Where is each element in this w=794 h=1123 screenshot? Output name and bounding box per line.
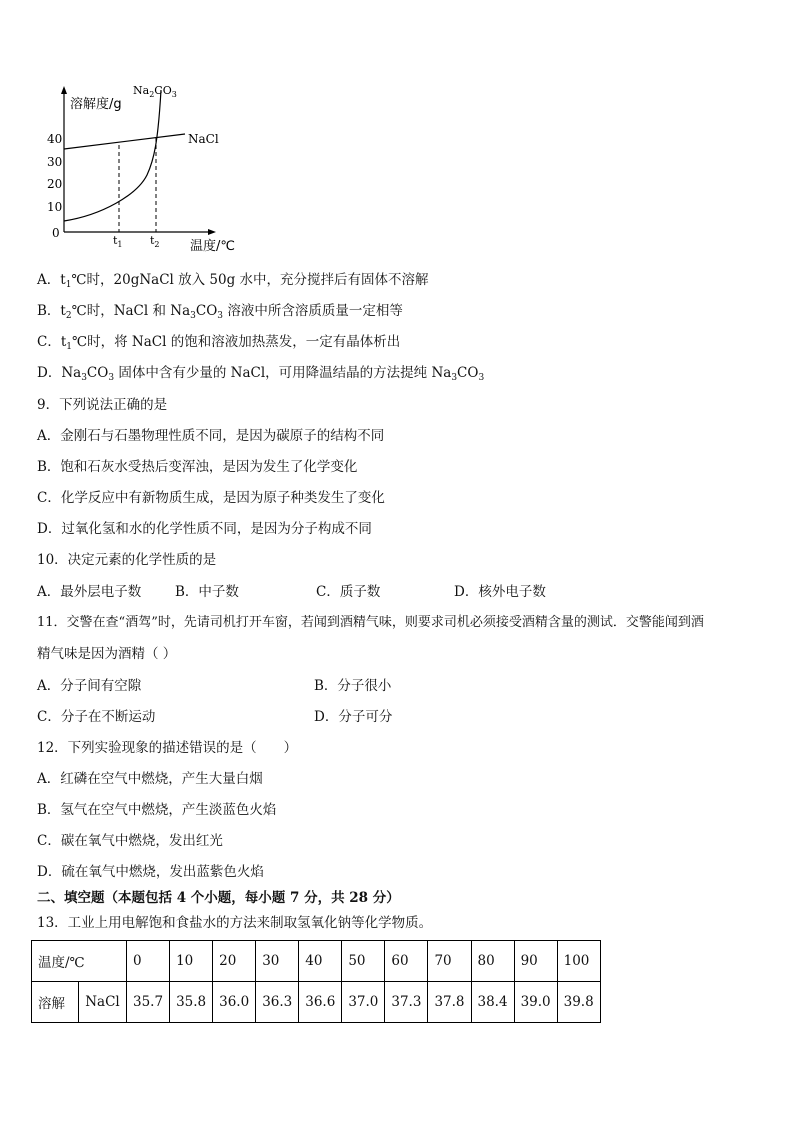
q11-option-c: C．分子在不断运动 <box>37 709 156 725</box>
y-tick-label: 0 <box>52 226 60 240</box>
q11-option-a: A．分子间有空隙 <box>37 678 142 694</box>
q8-option-d: D．$Na_3CO_3$ 固体中含有少量的 NaCl，可用降温结晶的方法提纯 $Na_3CO_3$ <box>37 365 485 383</box>
q9-option-b: B．饱和石灰水受热后变浑浊，是因为发生了化学变化 <box>37 459 358 475</box>
q10-option-a: A．最外层电子数 <box>37 584 142 600</box>
value-cell: 39.0 <box>514 982 557 1023</box>
value-cell: 38.4 <box>471 982 514 1023</box>
temp-cell: 100 <box>557 941 600 982</box>
row-sub-label-cell: NaCl <box>79 982 127 1023</box>
q8-option-c: C．$t_1℃$时，将 NaCl 的饱和溶液加热蒸发，一定有晶体析出 <box>37 334 401 352</box>
q10-option-d: D．核外电子数 <box>454 584 546 600</box>
temp-cell: 80 <box>471 941 514 982</box>
q12-option-d: D．硫在氧气中燃烧，发出蓝紫色火焰 <box>37 864 264 880</box>
y-tick-label: 10 <box>47 200 63 214</box>
q9-stem: 9．下列说法正确的是 <box>37 397 168 413</box>
q12-option-b: B．氢气在空气中燃烧，产生淡蓝色火焰 <box>37 802 277 818</box>
temp-cell: 60 <box>385 941 428 982</box>
temp-cell: 50 <box>342 941 385 982</box>
value-cell: 36.6 <box>299 982 342 1023</box>
q9-option-c: C．化学反应中有新物质生成，是因为原子种类发生了变化 <box>37 490 385 506</box>
q12-stem: 12．下列实验现象的描述错误的是（ ） <box>37 740 298 756</box>
q11-option-b: B．分子很小 <box>314 678 392 694</box>
table-row <box>32 982 601 1023</box>
x-tick-label-t2: $t_2$ <box>150 234 160 249</box>
temp-cell: 20 <box>213 941 256 982</box>
solubility-table <box>31 940 601 1023</box>
y-tick-label: 20 <box>47 177 63 191</box>
q9-option-d: D．过氧化氢和水的化学性质不同，是因为分子构成不同 <box>37 521 372 537</box>
q10-option-b: B．中子数 <box>175 584 239 600</box>
y-tick-label: 40 <box>47 132 63 146</box>
temp-cell: 10 <box>170 941 213 982</box>
na2co3-series-label: $Na_2CO_3$ <box>133 84 177 99</box>
q8-option-a: A．$t_1℃$时，20gNaCl 放入 50g 水中，充分搅拌后有固体不溶解 <box>37 272 429 290</box>
section-heading: 二、填空题（本题包括 4 个小题，每小题 7 分，共 28 分） <box>37 890 400 906</box>
nacl-curve <box>64 134 185 149</box>
x-axis-title: 温度/℃ <box>190 239 235 254</box>
value-cell: 37.8 <box>428 982 471 1023</box>
value-cell: 36.0 <box>213 982 256 1023</box>
q13-stem: 13．工业上用电解饱和食盐水的方法来制取氢氧化钠等化学物质。 <box>37 915 433 931</box>
q11-option-d: D．分子可分 <box>314 709 393 725</box>
q10-option-c: C．质子数 <box>316 584 381 600</box>
value-cell: 36.3 <box>256 982 299 1023</box>
temp-cell: 70 <box>428 941 471 982</box>
q11-stem-line1: 11．交警在查“酒驾”时，先请司机打开车窗，若闻到酒精气味，则要求司机必须接受酒精含量的测试．交警能闻到酒 <box>37 615 704 630</box>
value-cell: 37.0 <box>342 982 385 1023</box>
q8-option-b: B．$t_2℃$时，NaCl 和 $Na_3CO_3$ 溶液中所含溶质质量一定相等 <box>37 303 403 321</box>
q9-option-a: A．金刚石与石墨物理性质不同，是因为碳原子的结构不同 <box>37 428 385 444</box>
value-cell: 35.8 <box>170 982 213 1023</box>
row-label-cell: 溶解 <box>32 982 79 1023</box>
q12-option-a: A．红磷在空气中燃烧，产生大量白烟 <box>37 771 263 787</box>
x-tick-label-t1: $t_1$ <box>113 234 123 249</box>
value-cell: 35.7 <box>127 982 170 1023</box>
y-tick-label: 30 <box>47 155 63 169</box>
nacl-series-label: NaCl <box>188 132 219 146</box>
q10-stem: 10．决定元素的化学性质的是 <box>37 552 217 568</box>
table-row <box>32 941 601 982</box>
y-axis-arrow <box>61 86 67 94</box>
temp-cell: 90 <box>514 941 557 982</box>
q12-option-c: C．碳在氧气中燃烧，发出红光 <box>37 833 223 849</box>
solubility-chart <box>42 80 262 255</box>
temp-cell: 40 <box>299 941 342 982</box>
value-cell: 37.3 <box>385 982 428 1023</box>
header-label-cell: 温度/℃ <box>32 941 127 982</box>
q11-stem-line2: 精气味是因为酒精（ ） <box>37 646 177 662</box>
x-axis-arrow <box>208 229 216 235</box>
temp-cell: 0 <box>127 941 170 982</box>
temp-cell: 30 <box>256 941 299 982</box>
value-cell: 39.8 <box>557 982 600 1023</box>
y-axis-title: 溶解度/g <box>70 97 122 112</box>
